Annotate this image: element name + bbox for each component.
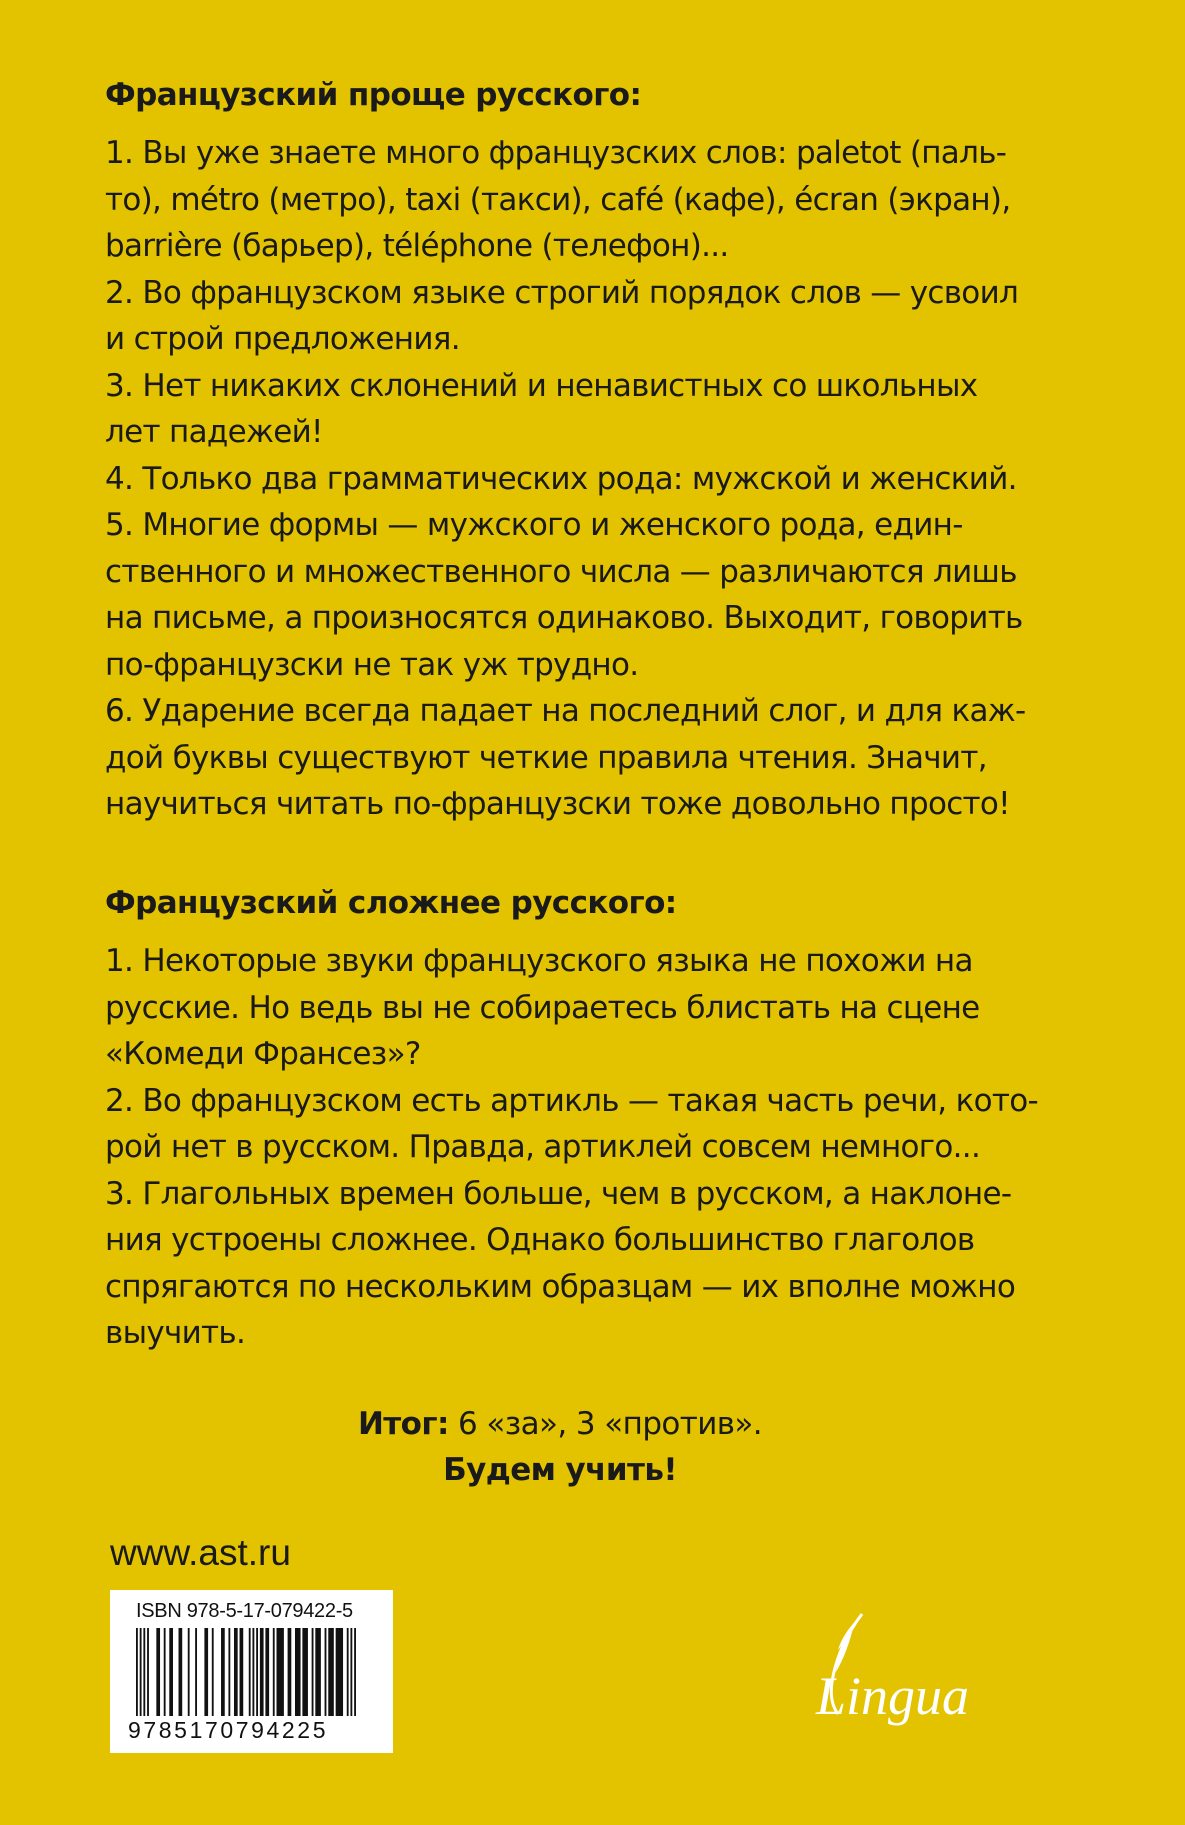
pros-line: на письме, а произносятся одинаково. Выходит, говорить (105, 600, 1023, 636)
barcode-bar (273, 1628, 275, 1716)
summary-conclusion: Будем учить! (443, 1452, 677, 1488)
cons-line: выучить. (105, 1315, 246, 1351)
pros-line: дой буквы существуют четкие правила чтения. Значит, (105, 739, 987, 776)
cons-line: рой нет в русском. Правда, артиклей совсем немного... (105, 1129, 981, 1165)
cons-line: «Комеди Франсез»? (105, 1036, 421, 1072)
cons-line: 3. Глагольных времен больше, чем в русском, а наклоне- (105, 1175, 1012, 1212)
pros-line: по-французски не так уж трудно. (105, 646, 639, 683)
pros-line: 4. Только два грамматических рода: мужской и женский. (105, 460, 1017, 497)
pros-line: лет падежей! (105, 414, 323, 450)
website-url: www.ast.ru (110, 1532, 291, 1573)
cons-line: ния устроены сложнее. Однако большинство глаголов (105, 1222, 975, 1258)
lingua-logo (802, 1610, 1022, 1730)
barcode-bar (212, 1628, 214, 1716)
barcode-bar (315, 1628, 321, 1716)
cons-heading: Французский сложнее русского: (105, 885, 677, 921)
barcode-bar (164, 1628, 166, 1716)
barcode-bar (136, 1628, 138, 1716)
barcode-bar (234, 1628, 238, 1716)
pros-line: то), métro (метро), taxi (такси), café (кафе), écran (экран), (105, 181, 1011, 218)
barcode-bar (228, 1628, 230, 1716)
pros-line: и строй предложения. (105, 321, 460, 357)
barcode-bar (288, 1628, 292, 1716)
barcode-bar (252, 1628, 254, 1716)
cons-list (105, 938, 1038, 1357)
barcode-bar (328, 1628, 334, 1716)
logo-text: Lingua (816, 1666, 970, 1726)
barcode-bars (136, 1628, 356, 1716)
cons-line: спрягаются по нескольким образцам — их вполне можно (105, 1268, 1016, 1305)
ean-digits: 9785170794225 (128, 1717, 329, 1743)
pros-line: 5. Многие формы — мужского и женского рода, един- (105, 507, 963, 543)
barcode-bar (140, 1628, 142, 1716)
barcode-bar (354, 1628, 356, 1716)
barcode-bar (260, 1628, 264, 1716)
barcode-bar (265, 1628, 269, 1716)
barcode-bar (143, 1628, 145, 1716)
barcode-bar (277, 1628, 284, 1716)
barcode-bar (350, 1628, 352, 1716)
cons-line: 2. Во французском есть артикль — такая часть речи, кото- (105, 1082, 1039, 1119)
barcode-bar (312, 1628, 314, 1716)
pros-line: barrière (барьер), téléphone (телефон)... (105, 228, 729, 264)
isbn-barcode (110, 1590, 393, 1753)
barcode-bar (295, 1628, 301, 1716)
barcode-bar (147, 1628, 149, 1716)
barcode-bar (249, 1628, 251, 1716)
barcode-bar (347, 1628, 349, 1716)
cons-line: русские. Но ведь вы не собираетесь блистать на сцене (105, 989, 980, 1026)
barcode-bar (179, 1628, 183, 1716)
barcode-bar (302, 1628, 308, 1716)
summary-label: Итог: (357, 1406, 449, 1442)
pros-line: ственного и множественного числа — различаются лишь (105, 553, 1017, 590)
summary-score-line (0, 1401, 1120, 1447)
barcode-bar (156, 1628, 160, 1716)
pros-line: 1. Вы уже знаете много французских слов: paletot (паль- (105, 135, 1007, 171)
barcode-bar (240, 1628, 244, 1716)
barcode-bar (336, 1628, 343, 1716)
barcode-bar (256, 1628, 258, 1716)
summary-score: 6 «за», 3 «против». (448, 1406, 763, 1442)
pros-list (105, 130, 1026, 828)
barcode-bar (204, 1628, 208, 1716)
barcode-bar (325, 1628, 327, 1716)
barcode-bar (188, 1628, 190, 1716)
barcode-bar (169, 1628, 173, 1716)
isbn-label: ISBN 978-5-17-079422-5 (136, 1600, 353, 1622)
pros-line: 6. Ударение всегда падает на последний слог, и для каж- (105, 693, 1026, 729)
barcode-bar (195, 1628, 197, 1716)
pros-line: 3. Нет никаких склонений и ненавистных со школьных (105, 367, 978, 404)
pros-line: 2. Во французском языке строгий порядок слов — усвоил (105, 274, 1019, 311)
pros-heading: Французский проще русского: (105, 77, 642, 113)
pros-line: научиться читать по-французски тоже довольно просто! (105, 786, 1010, 822)
cons-line: 1. Некоторые звуки французского языка не похожи на (105, 943, 973, 979)
barcode-bar (221, 1628, 225, 1716)
